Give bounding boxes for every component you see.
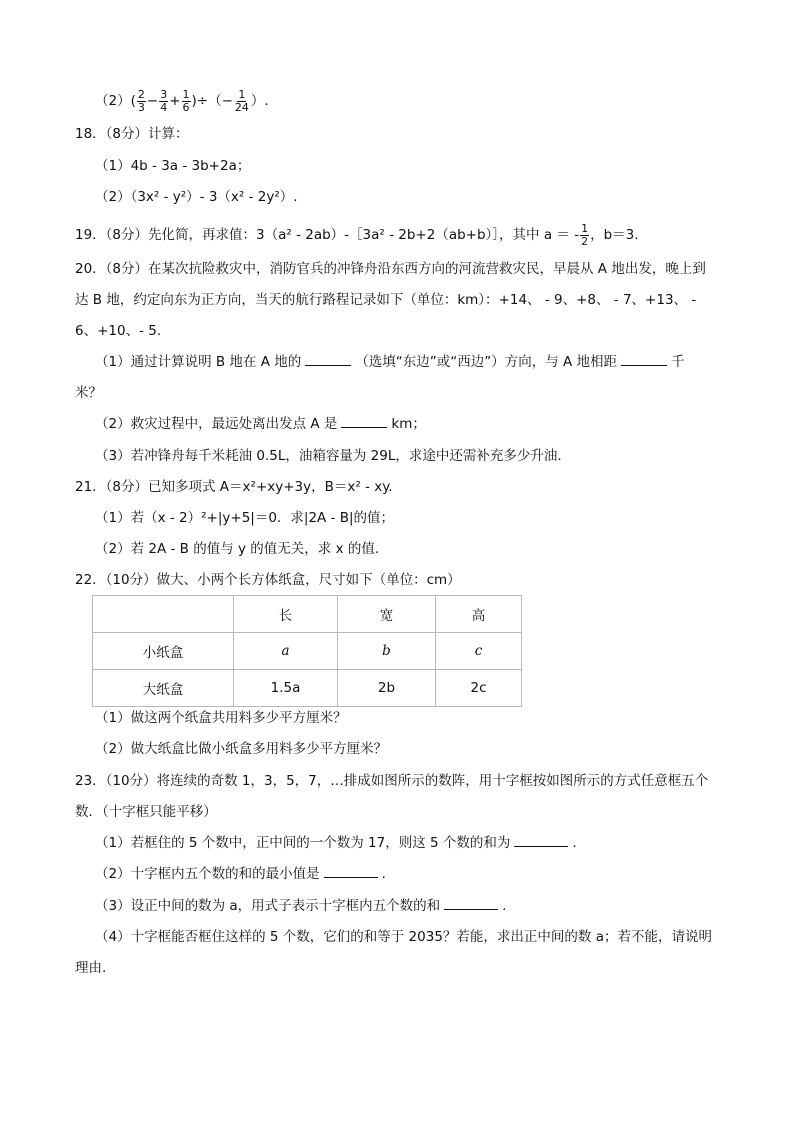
table-cell: 大纸盒: [93, 670, 234, 707]
q20-part1-text-c: 千: [671, 354, 685, 370]
q19-tail: ，b＝3.: [590, 227, 639, 243]
fraction: $\frac{1}{24}$: [234, 87, 249, 114]
table-cell: 2b: [338, 670, 436, 707]
answer-blank[interactable]: [621, 352, 667, 366]
q23-part3-text: （3）设正中间的数为 a，用式子表示十字框内五个数的和: [95, 898, 441, 914]
q23-line1: 23．（10分）将连续的奇数 1，3，5，7，…排成如图所示的数阵，用十字框按如图所示的方式任意框五个: [75, 773, 709, 789]
q18-part2: （2）（3x² - y²）- 3（x² - 2y²）.: [95, 189, 298, 205]
table-cell: 小纸盒: [93, 633, 234, 670]
fraction: $\frac{1}{6}$: [182, 87, 190, 114]
q20-line1: 20．（8分）在某次抗险救灾中，消防官兵的冲锋舟沿东西方向的河流营救灾民，早晨从 A 地出发，晚上到: [75, 261, 706, 277]
q18-part1: （1）4b - 3a - 3b+2a；: [95, 158, 251, 174]
q21-part2: （2）若 2A - B 的值与 y 的值无关，求 x 的值.: [95, 541, 380, 557]
q17-part2-label: （2）: [95, 93, 131, 109]
q23-part2-text: （2）十字框内五个数的和的最小值是: [95, 866, 320, 882]
q23-part4: （4）十字框能否框住这样的 5 个数，它们的和等于 2035？若能，求出正中间的数 a；若不能，请说明: [95, 929, 712, 945]
table-cell: a: [234, 633, 338, 670]
box-size-table: [92, 595, 522, 707]
q17-part2: （2）( $\frac{2}{3}$ − $\frac{3}{4}$ + $\frac{1}{6}$ )÷（− $\frac{1}{24}$ ）.: [95, 87, 269, 114]
table-row: [93, 670, 522, 707]
table-row: [93, 633, 522, 670]
q20-line3: 6、+10、- 5.: [75, 323, 162, 339]
q23-part3: [95, 896, 506, 916]
table-header-cell: 宽: [338, 596, 436, 633]
q20-part2-text: （2）救灾过程中，最远处离出发点 A 是: [95, 416, 338, 432]
q22-heading: 22．（10分）做大、小两个长方体纸盒，尺寸如下（单位：cm）: [75, 572, 461, 588]
q23-part4-cont: 理由.: [75, 960, 107, 976]
q22-part1: （1）做这两个纸盒共用料多少平方厘米？: [95, 710, 347, 726]
q19-expression: 19．（8分）先化简，再求值：3（a² - 2ab）-［3a² - 2b+2（ab+b）］，其中 a ＝ -: [75, 227, 580, 243]
period: .: [381, 866, 386, 882]
table-cell: 2c: [436, 670, 522, 707]
period: .: [572, 835, 577, 851]
q20-part1: [95, 352, 685, 372]
q20-part2-unit: km；: [391, 416, 426, 432]
answer-blank[interactable]: [514, 833, 568, 847]
table-header-cell: 高: [436, 596, 522, 633]
table-cell: c: [436, 633, 522, 670]
q23-part1-text: （1）若框住的 5 个数中，正中间的一个数为 17，则这 5 个数的和为: [95, 835, 511, 851]
q20-part3: （3）若冲锋舟每千米耗油 0.5L，油箱容量为 29L，求途中还需补充多少升油.: [95, 448, 562, 464]
q18-heading: 18．（8分）计算：: [75, 126, 189, 142]
q20-part1-text-b: （选填“东边”或“西边”）方向，与 A 地相距: [355, 354, 618, 370]
q22-part2: （2）做大纸盒比做小纸盒多用料多少平方厘米？: [95, 741, 388, 757]
q20-part1-cont: 米？: [75, 385, 102, 401]
fraction: $\frac{1}{2}$: [581, 221, 589, 248]
table-header-row: [93, 596, 522, 633]
answer-blank[interactable]: [444, 896, 498, 910]
table-header-cell: 长: [234, 596, 338, 633]
q23-line2: 数．（十字框只能平移）: [75, 804, 217, 820]
q20-line2: 达 B 地，约定向东为正方向，当天的航行路程记录如下（单位：km）：+14、 - 9、+8、 - 7、+13、 -: [75, 292, 697, 308]
fraction: $\frac{3}{4}$: [160, 87, 168, 114]
q23-part1: [95, 833, 577, 853]
q20-part1-text-a: （1）通过计算说明 B 地在 A 地的: [95, 354, 302, 370]
answer-blank[interactable]: [341, 414, 387, 428]
q21-part1: （1）若（x - 2）²+|y+5|＝0．求|2A - B|的值；: [95, 510, 395, 526]
fraction: $\frac{2}{3}$: [137, 87, 145, 114]
q19-text: [75, 222, 639, 248]
answer-blank[interactable]: [324, 864, 378, 878]
table-cell: b: [338, 633, 436, 670]
q21-heading: 21．（8分）已知多项式 A＝x²+xy+3y，B＝x² - xy.: [75, 479, 393, 495]
table-cell: 1.5a: [234, 670, 338, 707]
period: .: [502, 898, 507, 914]
q20-part2: [95, 414, 426, 434]
answer-blank[interactable]: [305, 352, 351, 366]
table-header-cell: [93, 596, 234, 633]
q23-part2: [95, 864, 386, 884]
